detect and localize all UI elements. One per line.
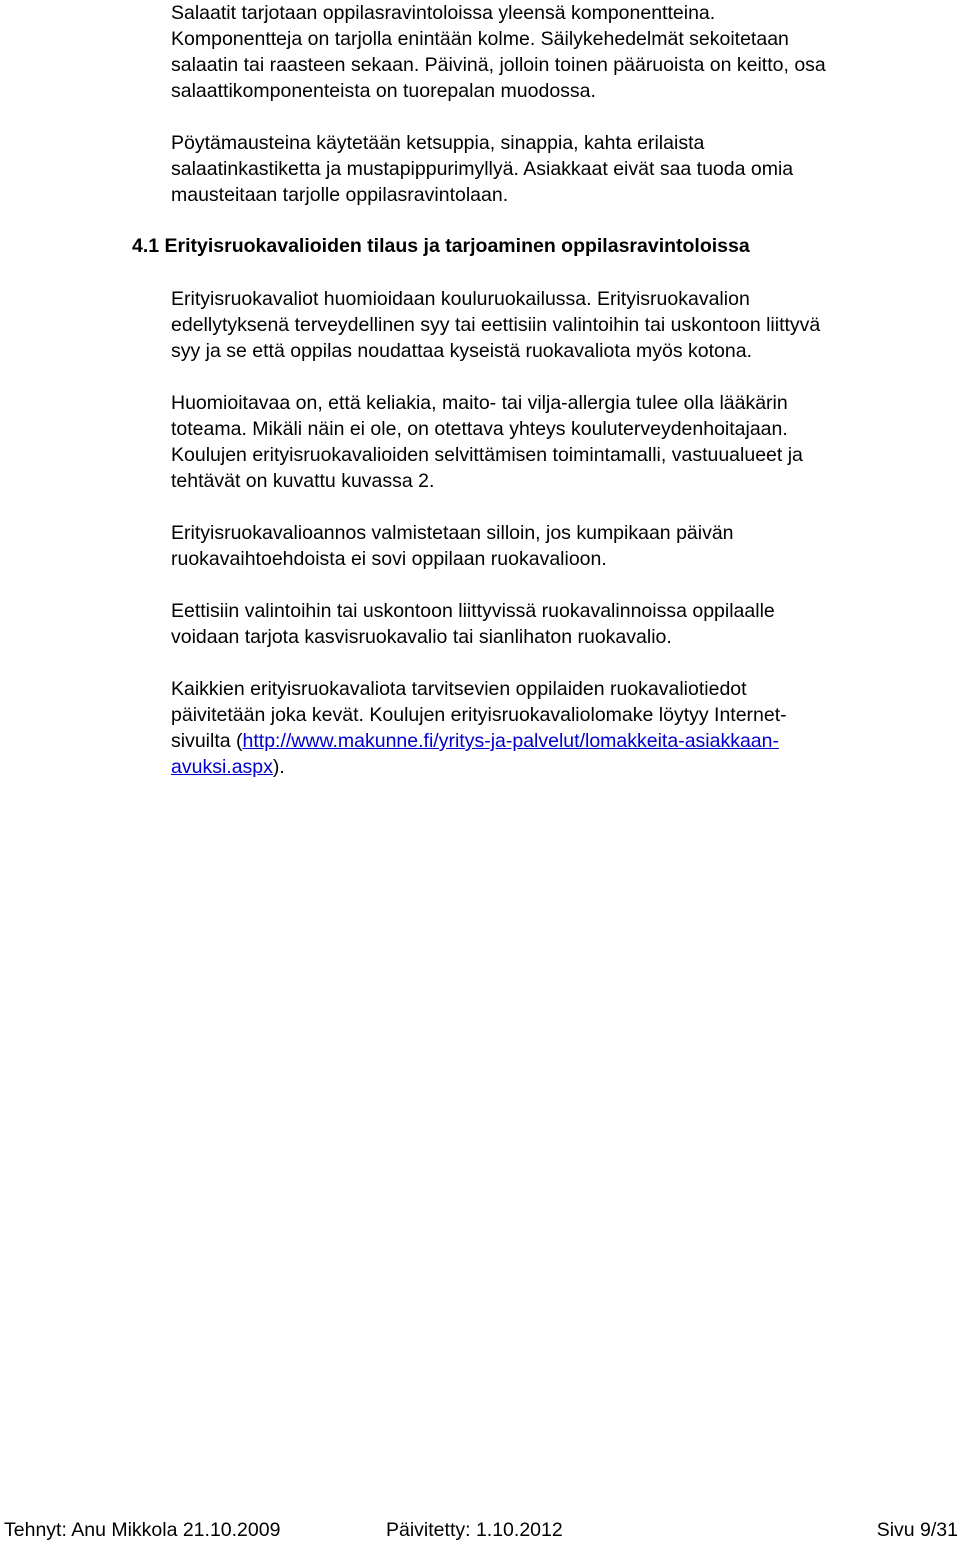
text-line: tehtävät on kuvattu kuvassa 2. (171, 470, 435, 492)
paragraph-ethical-diets (171, 598, 931, 650)
paragraph-condiments (171, 130, 931, 208)
text-line: voidaan tarjota kasvisruokavalio tai sianlihaton ruokavalio. (171, 626, 672, 648)
paragraph-special-diets (171, 286, 931, 364)
text-line: ruokavaihtoehdoista ei sovi oppilaan ruokavalioon. (171, 548, 607, 570)
footer-updated: Päivitetty: 1.10.2012 (386, 1519, 563, 1541)
text-line: Pöytämausteina käytetään ketsuppia, sinappia, kahta erilaista (171, 132, 705, 154)
footer-author: Tehnyt: Anu Mikkola 21.10.2009 (4, 1519, 281, 1541)
text-line: mausteitaan tarjolle oppilasravintolaan. (171, 184, 509, 206)
link-prefix-text: sivuilta ( (171, 730, 243, 752)
diet-form-link[interactable]: http://www.makunne.fi/yritys-ja-palvelut/lomakkeita-asiakkaan- (242, 730, 779, 752)
paragraph-salads (171, 0, 931, 104)
text-line: Eettisiin valintoihin tai uskontoon liittyvissä ruokavalinnoissa oppilaalle (171, 600, 775, 622)
paragraph-diet-form (171, 676, 931, 780)
footer-page-number: Sivu 9/31 (876, 1519, 958, 1541)
page-footer (0, 1517, 960, 1543)
section-heading: 4.1 Erityisruokavalioiden tilaus ja tarjoaminen oppilasravintoloissa (132, 235, 750, 257)
text-line: Komponentteja on tarjolla enintään kolme. Säilykehedelmät sekoitetaan (171, 28, 789, 50)
text-line: salaattikomponenteista on tuorepalan muodossa. (171, 80, 596, 102)
text-line: Salaatit tarjotaan oppilasravintoloissa yleensä komponentteina. (171, 2, 716, 24)
text-line: salaatinkastiketta ja mustapippurimyllyä. Asiakkaat eivät saa tuoda omia (171, 158, 794, 180)
diet-form-link-continued[interactable]: avuksi.aspx (171, 756, 273, 778)
text-line: päivitetään joka kevät. Koulujen erityisruokavaliolomake löytyy Internet- (171, 704, 787, 726)
text-line: Koulujen erityisruokavalioiden selvittämisen toimintamalli, vastuualueet ja (171, 444, 803, 466)
text-line: Erityisruokavaliot huomioidaan kouluruokailussa. Erityisruokavalion (171, 288, 750, 310)
text-line: Kaikkien erityisruokavaliota tarvitsevien oppilaiden ruokavaliotiedot (171, 678, 747, 700)
text-line: Huomioitavaa on, että keliakia, maito- tai vilja-allergia tulee olla lääkärin (171, 392, 788, 414)
text-line: edellytyksenä terveydellinen syy tai eettisiin valintoihin tai uskontoon liittyvä (171, 314, 821, 336)
link-suffix-text: ). (272, 756, 285, 778)
text-line: salaatin tai raasteen sekaan. Päivinä, jolloin toinen pääruoista on keitto, osa (171, 54, 826, 76)
paragraph-diet-portion (171, 520, 931, 572)
text-line: Erityisruokavalioannos valmistetaan silloin, jos kumpikaan päivän (171, 522, 734, 544)
text-line: toteama. Mikäli näin ei ole, on otettava yhteys kouluterveydenhoitajaan. (171, 418, 788, 440)
paragraph-allergies (171, 390, 931, 494)
text-line-with-link (171, 754, 931, 780)
text-line: syy ja se että oppilas noudattaa kyseistä ruokavaliota myös kotona. (171, 340, 752, 362)
text-line-with-link (171, 728, 931, 754)
